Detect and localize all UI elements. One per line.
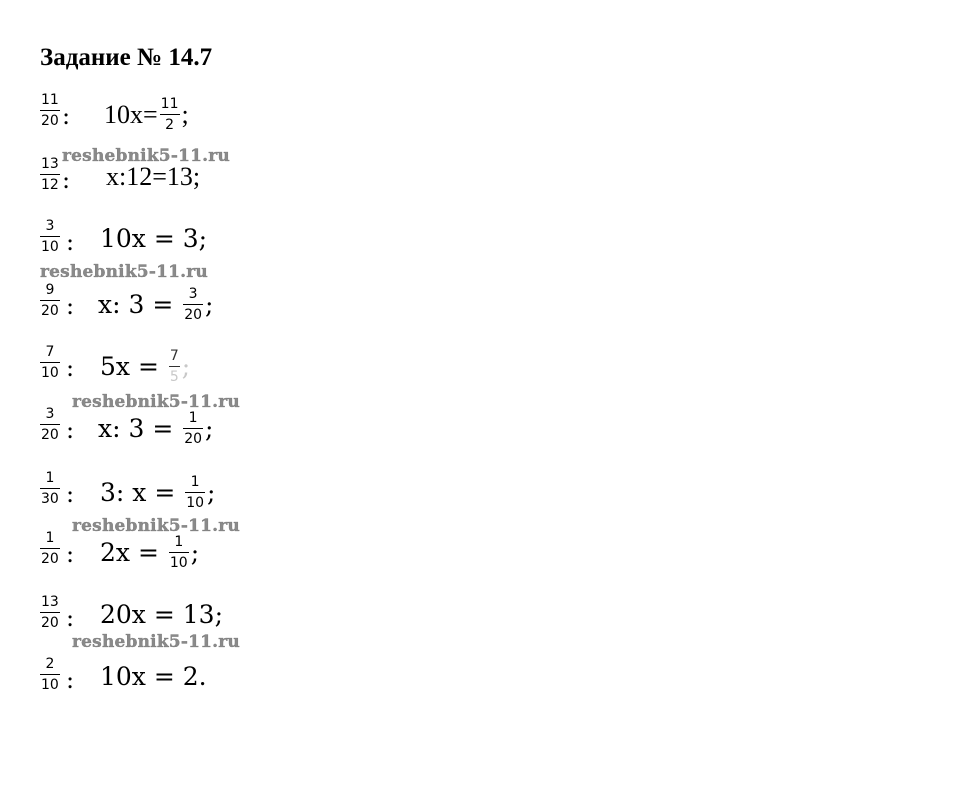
ratio-fraction (40, 470, 60, 507)
ratio-colon: : (66, 292, 75, 320)
equation-fraction (160, 96, 180, 133)
equation-fraction (183, 410, 203, 447)
ratio-fraction (40, 282, 60, 319)
equation-row-2 (40, 156, 640, 212)
equation (100, 600, 223, 629)
fraction-numerator: 9 (45, 282, 55, 298)
ratio-fraction (40, 406, 60, 443)
equation (100, 476, 215, 513)
ratio-fraction (40, 156, 60, 193)
equation-end: ; (205, 290, 214, 319)
fraction-bar (160, 114, 180, 115)
equation (100, 536, 199, 573)
ratio-colon: : (66, 416, 75, 444)
equation (100, 662, 207, 691)
fraction-bar (40, 424, 60, 425)
watermark: reshebnik5-11.ru (72, 516, 240, 536)
fraction-numerator: 11 (41, 92, 59, 108)
fraction-denominator: 10 (41, 365, 59, 381)
equation-end: ; (190, 538, 200, 567)
equation-left: 10x= (104, 100, 158, 129)
ratio-fraction (40, 594, 60, 631)
equation-text: 10x = 3; (100, 224, 208, 253)
watermark: reshebnik5-11.ru (72, 392, 240, 412)
equation-left: 3: x = (100, 478, 184, 507)
equation (100, 350, 190, 387)
equation-left: x: 3 = (98, 414, 182, 443)
ratio-fraction (40, 344, 60, 381)
fraction-bar (40, 362, 60, 363)
fraction-denominator: 2 (165, 117, 175, 133)
watermark: reshebnik5-11.ru (62, 146, 230, 166)
fraction-numerator: 7 (169, 348, 179, 364)
fraction-denominator: 5 (169, 369, 179, 385)
fraction-denominator: 10 (41, 677, 59, 693)
ratio-colon: : (66, 604, 75, 632)
fraction-denominator: 20 (184, 431, 203, 447)
watermark: reshebnik5-11.ru (40, 262, 208, 282)
equation (98, 288, 213, 325)
ratio-colon: : (66, 540, 75, 568)
fraction-denominator: 10 (186, 495, 205, 511)
fraction-bar (40, 612, 60, 613)
fraction-bar (169, 366, 180, 367)
fraction-bar (40, 300, 60, 301)
equation-end: ; (207, 478, 216, 507)
fraction-numerator: 13 (41, 594, 59, 610)
fraction-numerator: 7 (45, 344, 55, 360)
fraction-denominator: 20 (41, 551, 59, 567)
equation-fraction (169, 348, 180, 385)
equation-row-1 (40, 92, 640, 148)
equation-fraction (169, 534, 189, 571)
fraction-denominator: 30 (41, 491, 59, 507)
equation (104, 98, 189, 135)
fraction-numerator: 3 (45, 218, 55, 234)
equation-left: x: 3 = (98, 290, 182, 319)
fraction-numerator: 2 (45, 656, 55, 672)
equation-row-10 (40, 656, 640, 712)
equation-left: 2x = (100, 538, 167, 567)
task-title: Задание № 14.7 (40, 44, 213, 71)
fraction-numerator: 1 (188, 410, 198, 426)
fraction-bar (183, 428, 203, 429)
fraction-bar (40, 674, 60, 675)
equation (98, 412, 213, 449)
fraction-bar (40, 488, 60, 489)
ratio-colon: : (66, 666, 75, 694)
fraction-numerator: 3 (188, 286, 198, 302)
fraction-denominator: 10 (41, 239, 59, 255)
fraction-bar (40, 174, 60, 175)
equation (106, 162, 200, 192)
equation-left: 5x = (100, 352, 167, 381)
fraction-bar (40, 110, 60, 111)
fraction-bar (40, 548, 60, 549)
fraction-numerator: 1 (190, 474, 200, 490)
ratio-fraction (40, 656, 60, 693)
fraction-numerator: 1 (174, 534, 184, 550)
fraction-denominator: 20 (41, 427, 59, 443)
equation-row-6 (40, 406, 640, 462)
equation-row-4 (40, 282, 640, 338)
fraction-numerator: 1 (45, 470, 55, 486)
fraction-numerator: 11 (160, 96, 179, 112)
equation-fraction (183, 286, 203, 323)
fraction-bar (40, 236, 60, 237)
fraction-denominator: 20 (41, 615, 59, 631)
equation-text: x:12=13; (106, 162, 201, 191)
fraction-denominator: 20 (184, 307, 203, 323)
fraction-denominator: 20 (41, 303, 59, 319)
equation-text: 10x = 2. (100, 662, 207, 691)
ratio-fraction (40, 92, 60, 129)
fraction-denominator: 20 (41, 113, 59, 129)
fraction-denominator: 10 (169, 555, 188, 571)
ratio-fraction (40, 218, 60, 255)
equation-end: ; (181, 352, 191, 381)
fraction-bar (183, 304, 203, 305)
equation-fraction (185, 474, 205, 511)
fraction-bar (169, 552, 189, 553)
ratio-colon: : (66, 354, 75, 382)
equation-text: 20x = 13; (100, 600, 223, 629)
fraction-numerator: 1 (45, 530, 55, 546)
equation (100, 224, 207, 253)
ratio-colon: : (66, 228, 75, 256)
watermark: reshebnik5-11.ru (72, 632, 240, 652)
ratio-fraction (40, 530, 60, 567)
ratio-colon: : (62, 102, 71, 130)
fraction-numerator: 3 (45, 406, 55, 422)
ratio-colon: : (62, 166, 71, 194)
fraction-bar (185, 492, 205, 493)
equation-end: ; (181, 100, 189, 129)
equation-row-8 (40, 530, 640, 586)
ratio-colon: : (66, 480, 75, 508)
fraction-denominator: 12 (41, 177, 59, 193)
equation-end: ; (205, 414, 214, 443)
fraction-numerator: 13 (41, 156, 59, 172)
